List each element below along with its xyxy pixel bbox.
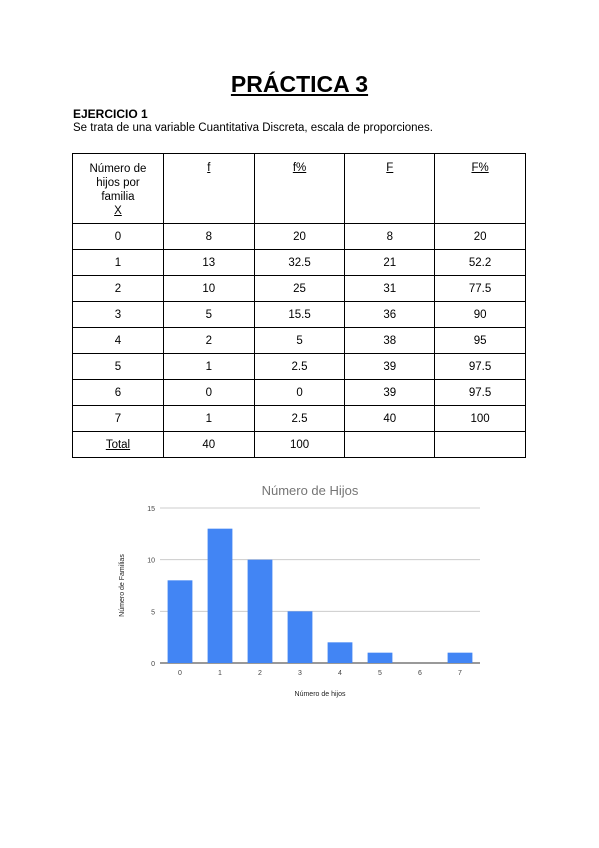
x-tick-label: 3 (298, 670, 302, 677)
x-tick-label: 5 (378, 670, 382, 677)
table-cell: 2.5 (254, 406, 345, 432)
table-cell: 1 (163, 354, 254, 380)
table-row (73, 354, 526, 380)
header-f-percent (254, 154, 345, 224)
table-cell: 1 (163, 406, 254, 432)
bar (288, 611, 313, 663)
table-cell: 36 (345, 302, 435, 328)
table-cell: 52.2 (435, 250, 526, 276)
y-tick-label: 10 (147, 557, 155, 565)
header-label: f (207, 162, 211, 174)
bar (208, 529, 233, 663)
table-cell (435, 432, 526, 458)
table-row (73, 250, 526, 276)
table-row (73, 276, 526, 302)
table-cell: 39 (345, 380, 435, 406)
bar (168, 580, 193, 663)
table-cell: 32.5 (254, 250, 345, 276)
table-cell: 6 (73, 380, 164, 406)
header-label: F% (471, 162, 489, 174)
table-cell: 77.5 (435, 276, 526, 302)
table-cell (345, 432, 435, 458)
bar (448, 653, 473, 663)
y-tick-label: 15 (147, 506, 155, 513)
table-cell: 5 (254, 328, 345, 354)
table-cell: 2 (163, 328, 254, 354)
bar (248, 560, 273, 663)
table-cell: 7 (73, 406, 164, 432)
header-label: F (386, 162, 394, 174)
header-symbol: X (114, 205, 122, 217)
table-cell: 100 (435, 406, 526, 432)
table-cell: 20 (435, 224, 526, 250)
frequency-table (72, 153, 526, 458)
table-row (73, 328, 526, 354)
table-cell: 2 (73, 276, 164, 302)
table-total-row (73, 432, 526, 458)
x-axis-label: Número de hijos (294, 691, 346, 698)
table-cell: 2.5 (254, 354, 345, 380)
header-label: f% (292, 162, 307, 174)
bar-chart-svg (100, 476, 500, 706)
table-cell: 3 (73, 302, 164, 328)
total-label: Total (105, 438, 131, 451)
table-cell: 97.5 (435, 380, 526, 406)
bar-chart (100, 476, 500, 706)
table-row (73, 302, 526, 328)
x-tick-label: 4 (338, 670, 342, 677)
x-tick-label: 1 (218, 670, 222, 677)
table-row (73, 380, 526, 406)
table-cell: 25 (254, 276, 345, 302)
x-tick-label: 2 (258, 670, 262, 677)
header-cumulative-f (345, 154, 435, 224)
table-cell: 1 (73, 250, 164, 276)
bar (328, 642, 353, 663)
table-cell: 97.5 (435, 354, 526, 380)
exercise-heading: EJERCICIO 1 (73, 107, 148, 121)
x-tick-label: 0 (178, 670, 182, 677)
table-cell: 20 (254, 224, 345, 250)
table-cell: 38 (345, 328, 435, 354)
y-tick-label: 5 (151, 609, 155, 617)
header-f (163, 154, 254, 224)
table-cell: 15.5 (254, 302, 345, 328)
table-cell: 39 (345, 354, 435, 380)
table-cell: 4 (73, 328, 164, 354)
table-cell: 40 (163, 432, 254, 458)
table-cell: 21 (345, 250, 435, 276)
table-cell: 5 (73, 354, 164, 380)
table-cell: 8 (345, 224, 435, 250)
table-row (73, 224, 526, 250)
table-row (73, 406, 526, 432)
table-cell: 40 (345, 406, 435, 432)
table-cell: 13 (163, 250, 254, 276)
table-cell: 0 (254, 380, 345, 406)
table-cell: 0 (73, 224, 164, 250)
y-axis-label: Número de Familias (119, 554, 126, 617)
table-cell: 10 (163, 276, 254, 302)
table-header-row (73, 154, 526, 224)
header-cumulative-f-percent (435, 154, 526, 224)
table-cell: 31 (345, 276, 435, 302)
y-tick-label: 0 (151, 661, 155, 668)
table-cell: 95 (435, 328, 526, 354)
table-cell: 0 (163, 380, 254, 406)
header-label: Número de hijos por familia (89, 163, 147, 203)
bar (368, 653, 393, 663)
x-tick-label: 6 (418, 670, 422, 677)
page-title: PRÁCTICA 3 (230, 71, 369, 97)
table-cell (73, 432, 164, 458)
table-cell: 8 (163, 224, 254, 250)
x-tick-label: 7 (458, 670, 462, 677)
exercise-description: Se trata de una variable Cuantitativa Discreta, escala de proporciones. (73, 122, 433, 134)
table-cell: 100 (254, 432, 345, 458)
table-cell: 5 (163, 302, 254, 328)
table-cell: 90 (435, 302, 526, 328)
header-number-of-children (73, 154, 164, 224)
chart-title: Número de Hijos (261, 483, 359, 498)
